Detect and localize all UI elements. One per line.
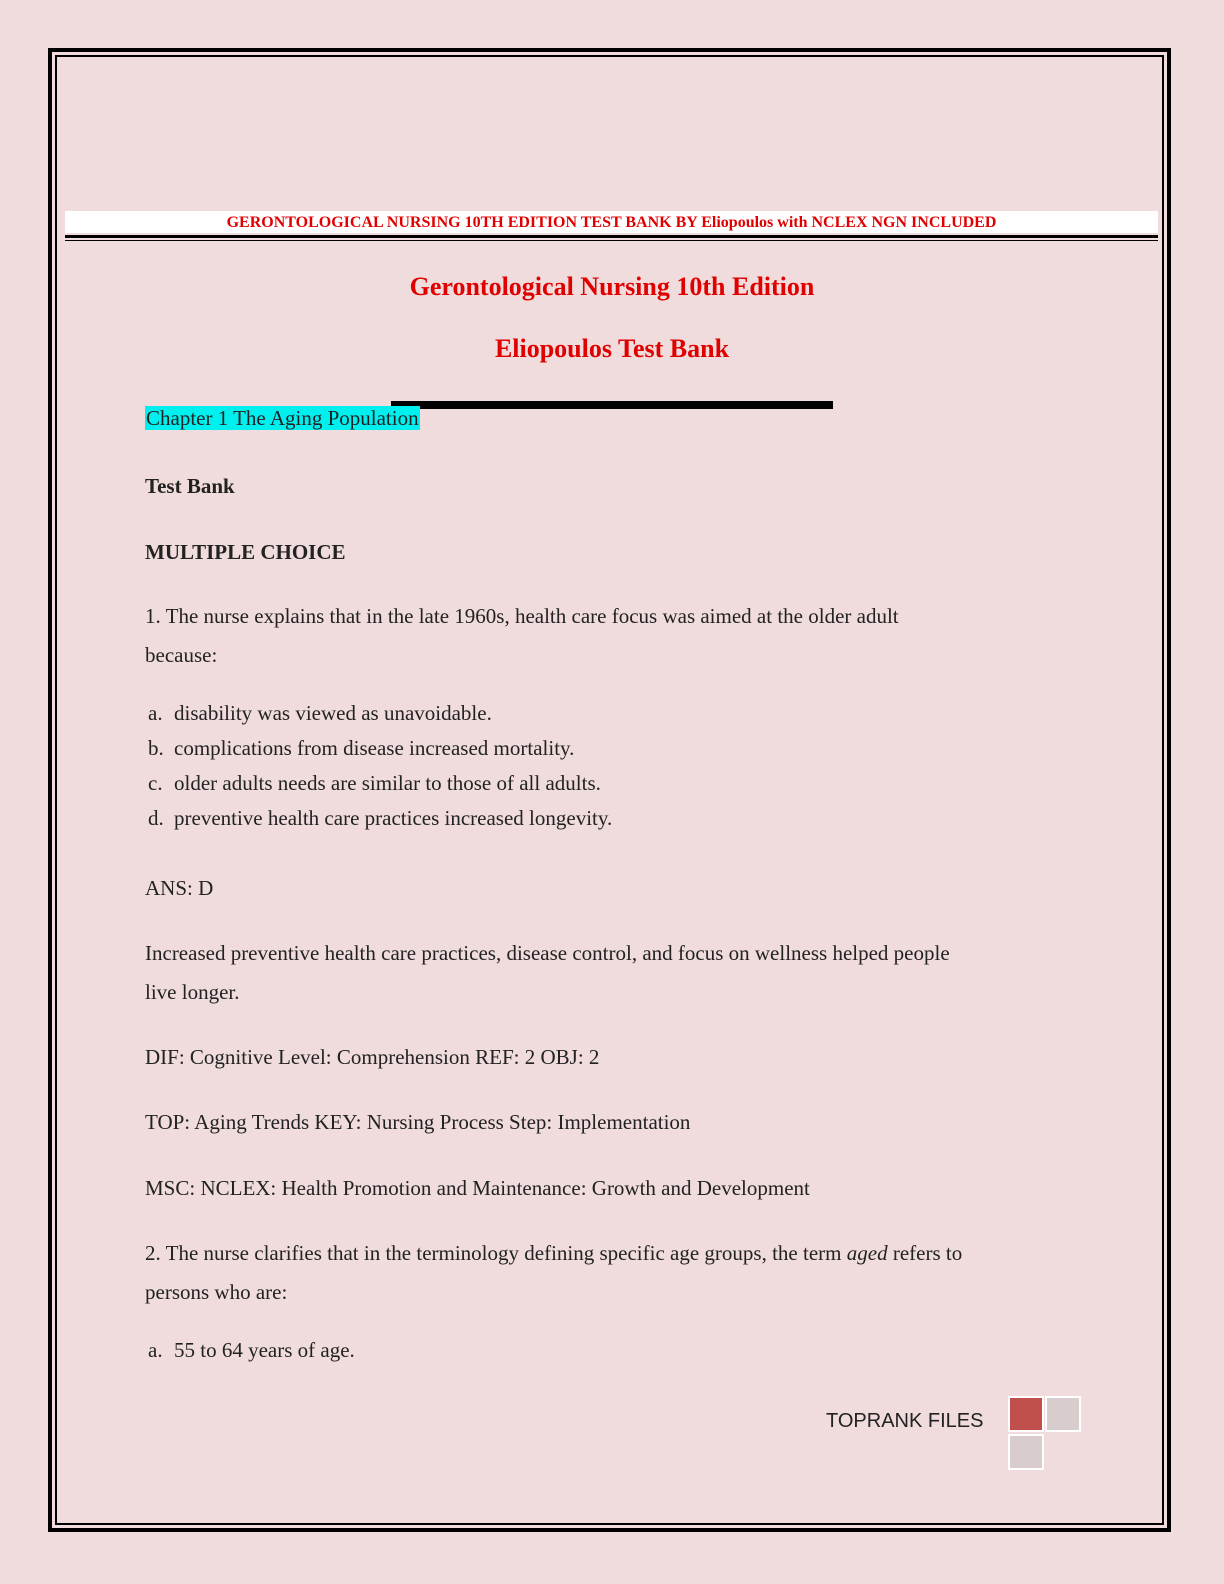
option-text: preventive health care practices increased longevity.: [174, 806, 613, 830]
question-2-stem: [145, 1234, 962, 1312]
question-1-difficulty: DIF: Cognitive Level: Comprehension REF: 2 OBJ: 2: [145, 1045, 600, 1069]
question-1-option-b: [148, 736, 574, 761]
option-letter: c.: [148, 771, 163, 795]
logo-square-red: [1008, 1396, 1044, 1432]
question-1-option-c: [148, 771, 601, 796]
header-rule: [65, 235, 1158, 238]
question-2-stem-line1: [145, 1234, 962, 1273]
chapter-highlight: Chapter 1 The Aging Population: [146, 406, 419, 430]
stem-term: aged: [846, 1241, 888, 1265]
document-title: Gerontological Nursing 10th Edition: [409, 272, 815, 301]
option-text: disability was viewed as unavoidable.: [174, 701, 492, 725]
title-divider: [391, 401, 833, 409]
document-subtitle: Eliopoulos Test Bank: [494, 334, 730, 363]
option-text: older adults needs are similar to those of all adults.: [174, 771, 601, 795]
question-1-option-d: [148, 806, 612, 831]
logo-square-grey: [1045, 1396, 1081, 1432]
question-1-rationale: [145, 934, 950, 1012]
question-1-answer: ANS: D: [145, 876, 214, 900]
question-1-msc: MSC: NCLEX: Health Promotion and Maintenance: Growth and Development: [145, 1176, 810, 1200]
logo-square-grey-bottom: [1008, 1434, 1044, 1470]
rationale-line2: live longer.: [145, 980, 240, 1004]
header-banner: GERONTOLOGICAL NURSING 10TH EDITION TEST BANK BY Eliopoulos with NCLEX NGN INCLUDED: [65, 211, 1158, 233]
question-1-stem-line1: 1. The nurse explains that in the late 1960s, health care focus was aimed at the older adult: [145, 604, 899, 628]
option-text: complications from disease increased mortality.: [174, 736, 575, 760]
subsection-heading: MULTIPLE CHOICE: [145, 540, 346, 564]
question-1-option-a: [148, 701, 492, 726]
question-2-option-a: [148, 1338, 355, 1363]
rationale-line1: Increased preventive health care practices, disease control, and focus on wellness helped people: [145, 941, 950, 965]
stem-before: 2. The nurse clarifies that in the terminology defining specific age groups, the term: [145, 1241, 847, 1265]
option-letter: a.: [148, 701, 163, 725]
question-2-stem-line2: persons who are:: [145, 1280, 288, 1304]
chapter-heading: [145, 406, 420, 431]
stem-after: refers to: [887, 1241, 963, 1265]
option-letter: b.: [148, 736, 164, 760]
question-1-topic: TOP: Aging Trends KEY: Nursing Process Step: Implementation: [145, 1110, 691, 1134]
option-letter: d.: [148, 806, 164, 830]
option-text: 55 to 64 years of age.: [174, 1338, 355, 1362]
question-1-stem: [145, 597, 899, 675]
question-1-stem-line2: because:: [145, 643, 218, 667]
header-rule-thin: [65, 240, 1158, 241]
section-heading: Test Bank: [145, 474, 235, 498]
footer-brand: TOPRANK FILES: [826, 1410, 984, 1432]
option-letter: a.: [148, 1338, 163, 1362]
